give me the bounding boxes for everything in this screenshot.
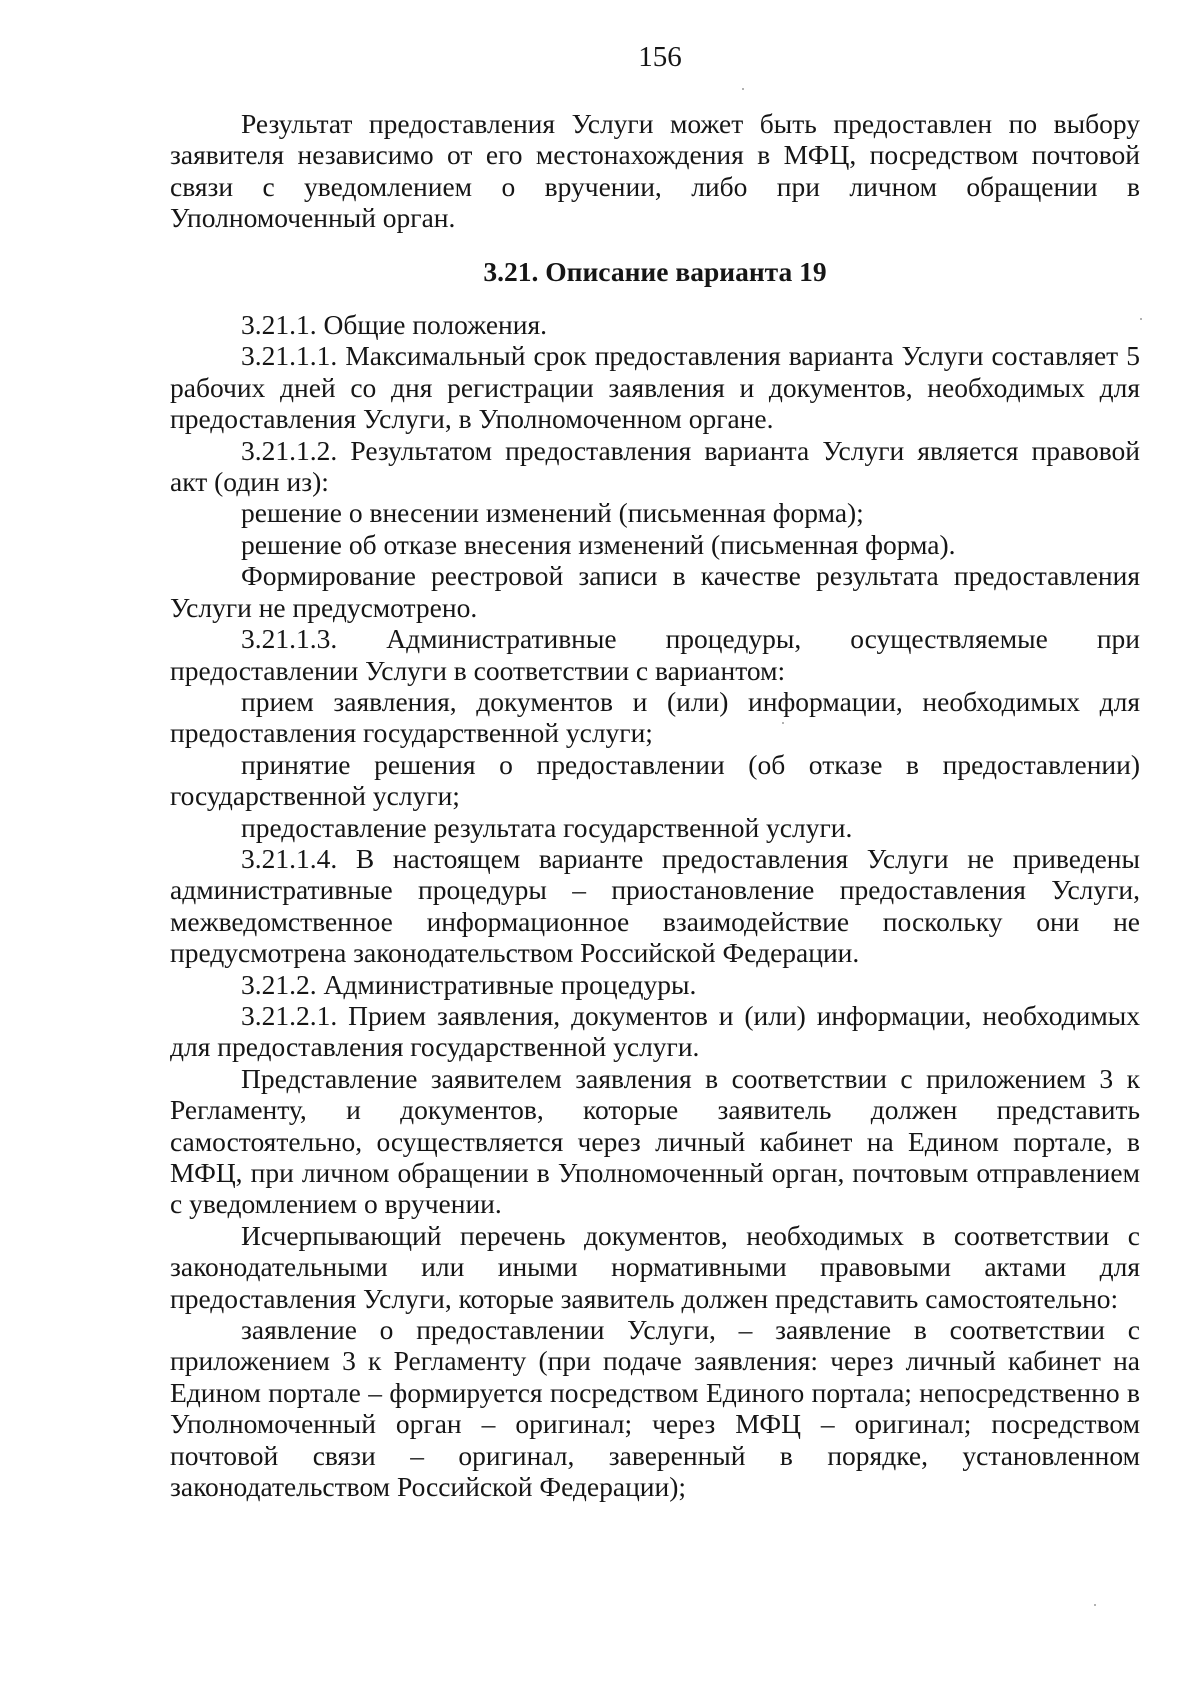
list-item: принятие решения о предоставлении (об отказе в предоставлении) государственной услуги; xyxy=(170,748,1140,812)
paragraph: Представление заявителем заявления в соответствии с приложением 3 к Регламенту, и документов, которые заявитель должен представить самостоятельно, осуществляется через личный кабинет на Едином портале, в МФЦ, при личном обращении в Уполномоченный орган, почтовым отправлением с уведомлением о вручении. xyxy=(170,1062,1140,1220)
section-heading: 3.21. Описание варианта 19 xyxy=(483,255,827,287)
scan-speck xyxy=(742,88,744,90)
paragraph: Формирование реестровой записи в качестве результата предоставления Услуги не предусмотрено. xyxy=(170,560,1140,623)
paragraph: 3.21.1.2. Результатом предоставления варианта Услуги является правовой акт (один из): xyxy=(170,434,1140,498)
scan-speck xyxy=(782,722,784,724)
paragraph: 3.21.1.1. Максимальный срок предоставления варианта Услуги составляет 5 рабочих дней со дня регистрации заявления и документов, необходимых для предоставления Услуги, в Уполномоченном органе. xyxy=(170,340,1140,435)
list-item: прием заявления, документов и (или) информации, необходимых для предоставления государственной услуги; xyxy=(170,685,1140,749)
paragraph: 3.21.2.1. Прием заявления, документов и (или) информации, необходимых для предоставления государственной услуги. xyxy=(170,999,1140,1063)
list-item: предоставление результата государственной услуги. xyxy=(241,811,853,843)
scan-speck xyxy=(1094,1604,1096,1606)
list-item: решение об отказе внесения изменений (письменная форма). xyxy=(241,528,956,560)
paragraph: Исчерпывающий перечень документов, необходимых в соответствии с законодательными или иными нормативными правовыми актами для предоставления Услуги, которые заявитель должен представить самостоятельно: xyxy=(170,1219,1140,1314)
intro-paragraph: Результат предоставления Услуги может быть предоставлен по выбору заявителя независимо от его местонахождения в МФЦ, посредством почтовой связи с уведомлением о вручении, либо при личном обращении в Уполномоченный орган. xyxy=(170,108,1140,234)
paragraph: 3.21.2. Административные процедуры. xyxy=(241,968,697,1000)
paragraph: 3.21.1.4. В настоящем варианте предоставления Услуги не приведены административные процедуры – приостановление предоставления Услуги, межведомственное информационное взаимодействие поскольку они не предусмотрена законодательством Российской Федерации. xyxy=(170,842,1140,969)
paragraph: 3.21.1.3. Административные процедуры, осуществляемые при предоставлении Услуги в соответствии с вариантом: xyxy=(170,623,1140,686)
page-number: 156 xyxy=(638,41,682,73)
scan-speck xyxy=(1140,318,1142,320)
list-item: заявление о предоставлении Услуги, – заявление в соответствии с приложением 3 к Регламенту (при подаче заявления: через личный кабинет на Едином портале – формируется посредством Единого портала; непосредственно в Уполномоченный орган – оригинал; через МФЦ – оригинал; посредством почтовой связи – оригинал, заверенный в порядке, установленном законодательством Российской Федерации); xyxy=(170,1314,1140,1503)
document-body xyxy=(170,108,1140,1502)
paragraph: 3.21.1. Общие положения. xyxy=(241,309,548,341)
list-item: решение о внесении изменений (письменная форма); xyxy=(241,497,864,529)
